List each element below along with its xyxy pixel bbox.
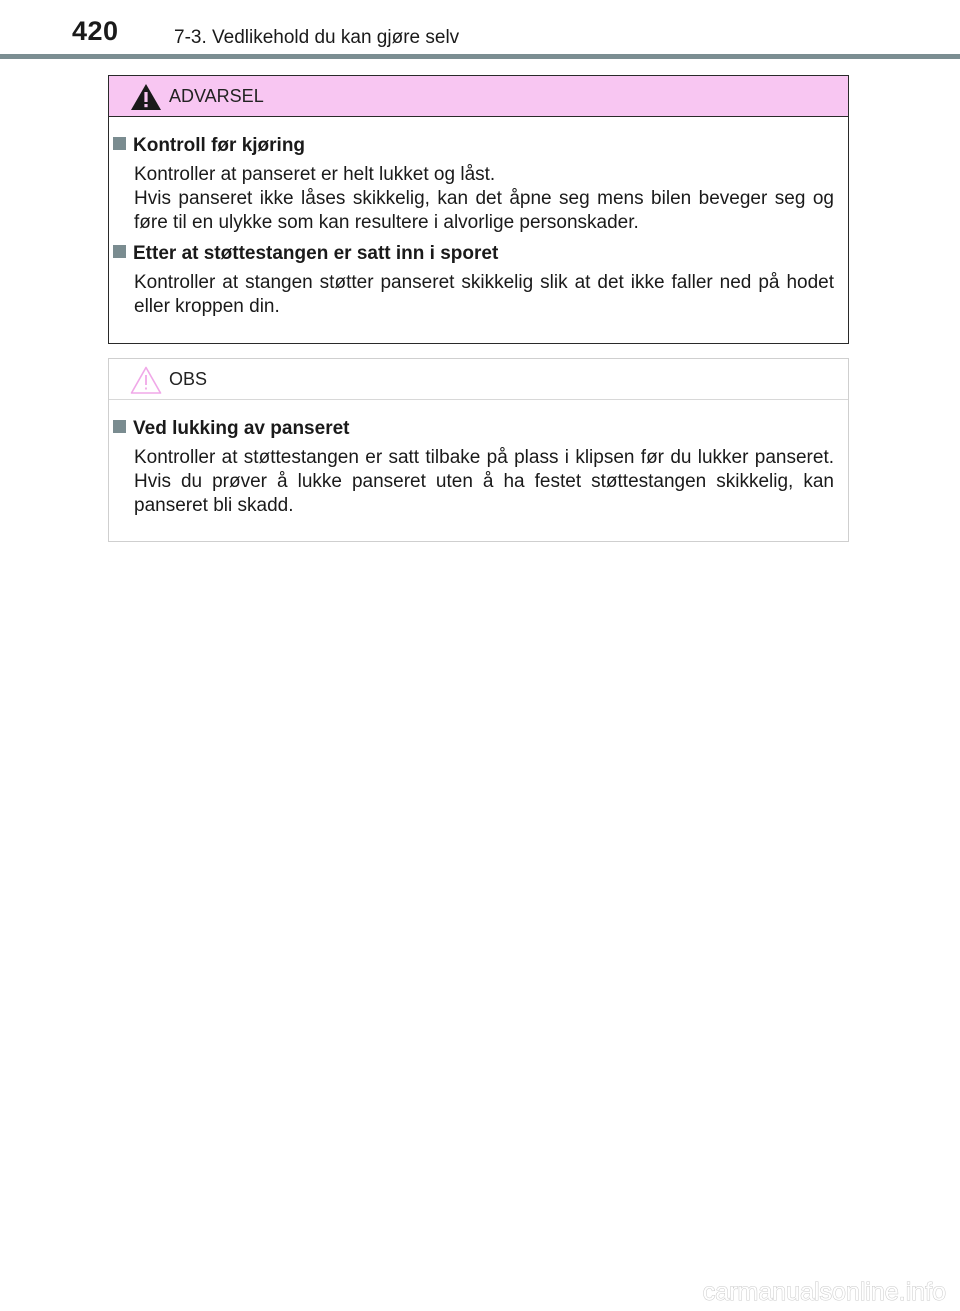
- warning-triangle-filled-icon: [129, 82, 163, 112]
- watermark: [0, 1276, 948, 1306]
- warning-paragraph: Kontroller at panseret er helt lukket og låst.: [134, 164, 496, 185]
- notice-section-heading: Ved lukking av panseret: [113, 418, 349, 440]
- square-bullet-icon: [113, 420, 126, 433]
- section-title: 7-3. Vedlikehold du kan gjøre selv: [174, 27, 460, 48]
- warning-paragraph: Kontroller at stangen støtter panseret skikkelig slik at det ikke faller ned på hodet eller kroppen din.: [134, 272, 834, 317]
- warning-section-heading: Etter at støttestangen er satt inn i sporet: [113, 243, 498, 265]
- warning-section-heading: Kontroll før kjøring: [113, 135, 305, 157]
- warning-box: [108, 75, 849, 344]
- caution-triangle-outline-icon: [129, 365, 163, 395]
- page-number: 420: [72, 16, 119, 46]
- watermark-label: carmanualsonline.info: [702, 1278, 946, 1306]
- notice-paragraph: Kontroller at støttestangen er satt tilbake på plass i klipsen før du lukker panseret. Hvis du prøver å lukke panseret uten å ha festet støttestangen skikkelig, kan panseret bli skadd.: [134, 447, 834, 516]
- watermark-text: [0, 1276, 948, 1306]
- notice-box: [108, 358, 849, 542]
- notice-label: OBS: [169, 369, 208, 389]
- warning-label: ADVARSEL: [169, 86, 264, 106]
- warning-paragraph: Hvis panseret ikke låses skikkelig, kan det åpne seg mens bilen beveger seg og føre til en ulykke som kan resultere i alvorlige personskader.: [134, 188, 834, 233]
- warning-box-header: [109, 76, 848, 117]
- notice-box-header: [109, 359, 848, 400]
- square-bullet-icon: [113, 137, 126, 150]
- square-bullet-icon: [113, 245, 126, 258]
- page-header: [0, 0, 960, 60]
- header-rule: [0, 54, 960, 59]
